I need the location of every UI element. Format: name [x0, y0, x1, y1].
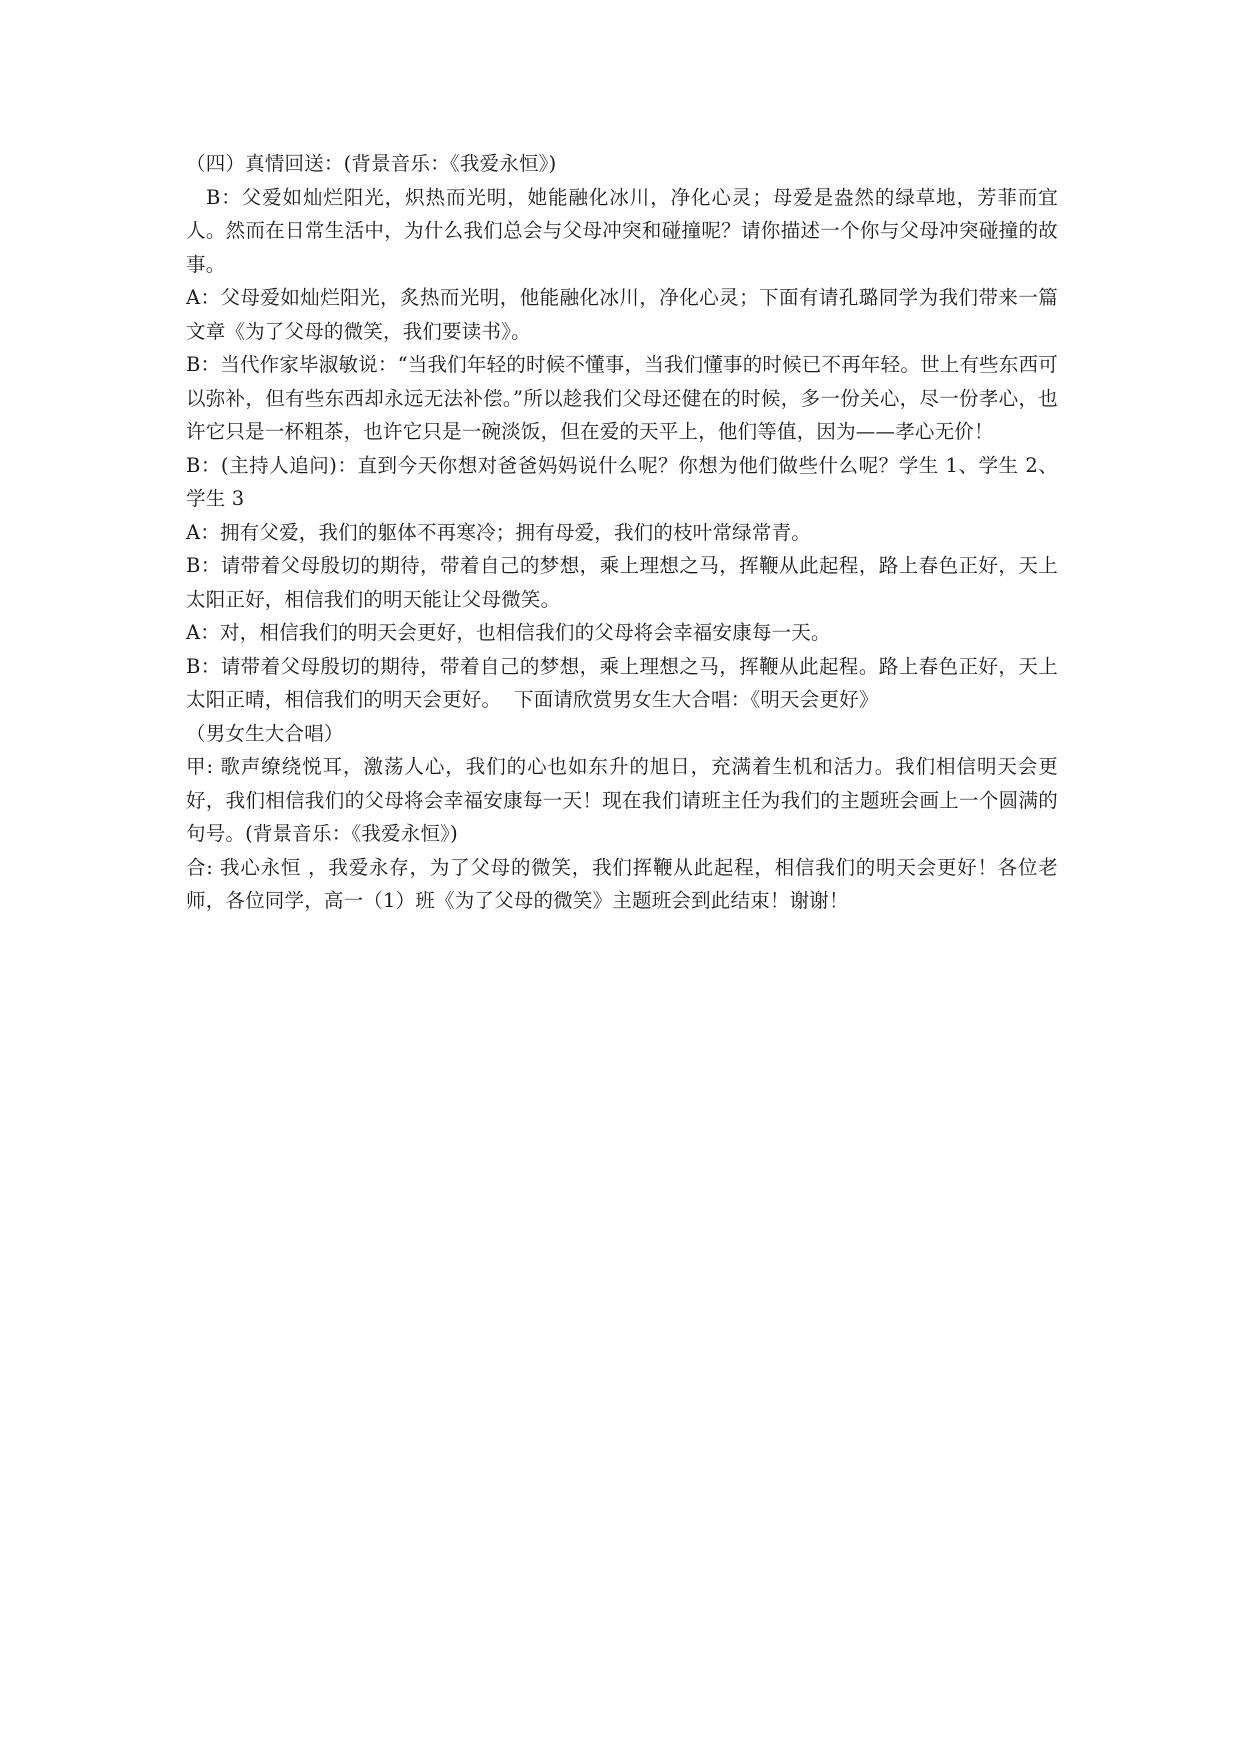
paragraph-he: 合: 我心永恒 ，我爱永存，为了父母的微笑，我们挥鞭从此起程，相信我们的明天会更好！各位老师，各位同学，高一（1）班《为了父母的微笑》主题班会到此结束！谢谢！ [186, 855, 1058, 912]
paragraph-b-1: B：父爱如灿烂阳光，炽热而光明，她能融化冰川，净化心灵；母爱是盎然的绿草地，芳菲而宜人。然而在日常生活中，为什么我们总会与父母冲突和碰撞呢？请你描述一个你与父母冲突碰撞的故事。 [186, 185, 1058, 276]
paragraph-b-3: B：(主持人追问)：直到今天你想对爸爸妈妈说什么呢？你想为他们做些什么呢？学生 1、学生 2、学生 3 [186, 453, 1058, 510]
section-heading: （四）真情回送：(背景音乐：《我爱永恒》) [186, 152, 557, 175]
paragraph-b-2: B：当代作家毕淑敏说：“当我们年轻的时候不懂事，当我们懂事的时候已不再年轻。世上有些东西可以弥补，但有些东西却永远无法补偿。”所以趁我们父母还健在的时候，多一份关心，尽一份孝心，也许它只是一杯粗茶，也许它只是一碗淡饭，但在爱的天平上，他们等值，因为——孝心无价！ [186, 353, 1058, 443]
paragraph-a-2: A：拥有父爱，我们的躯体不再寒冷；拥有母爱，我们的枝叶常绿常青。 [186, 520, 811, 544]
paragraph-a-3: A：对，相信我们的明天会更好，也相信我们的父母将会幸福安康每一天。 [186, 621, 831, 644]
paragraph-jia: 甲: 歌声缭绕悦耳，激荡人心，我们的心也如东升的旭日，充满着生机和活力。我们相信明天会更好，我们相信我们的父母将会幸福安康每一天！现在我们请班主任为我们的主题班会画上一个圆满的句号。(背景音乐：《我爱永恒》) [186, 755, 1058, 845]
document-body [186, 147, 1058, 918]
paragraph-a-1: A：父母爱如灿烂阳光，炙热而光明，他能融化冰川，净化心灵；下面有请孔璐同学为我们带来一篇文章《为了父母的微笑，我们要读书》。 [186, 286, 1058, 343]
paragraph-chorus-note: （男女生大合唱） [186, 721, 344, 745]
paragraph-b-4: B：请带着父母殷切的期待，带着自己的梦想，乘上理想之马，挥鞭从此起程，路上春色正好，天上太阳正好，相信我们的明天能让父母微笑。 [186, 554, 1058, 611]
paragraph-b-5: B：请带着父母殷切的期待，带着自己的梦想，乘上理想之马，挥鞭从此起程。路上春色正好，天上太阳正晴，相信我们的明天会更好。 下面请欣赏男女生大合唱：《明天会更好》 [186, 654, 1058, 711]
